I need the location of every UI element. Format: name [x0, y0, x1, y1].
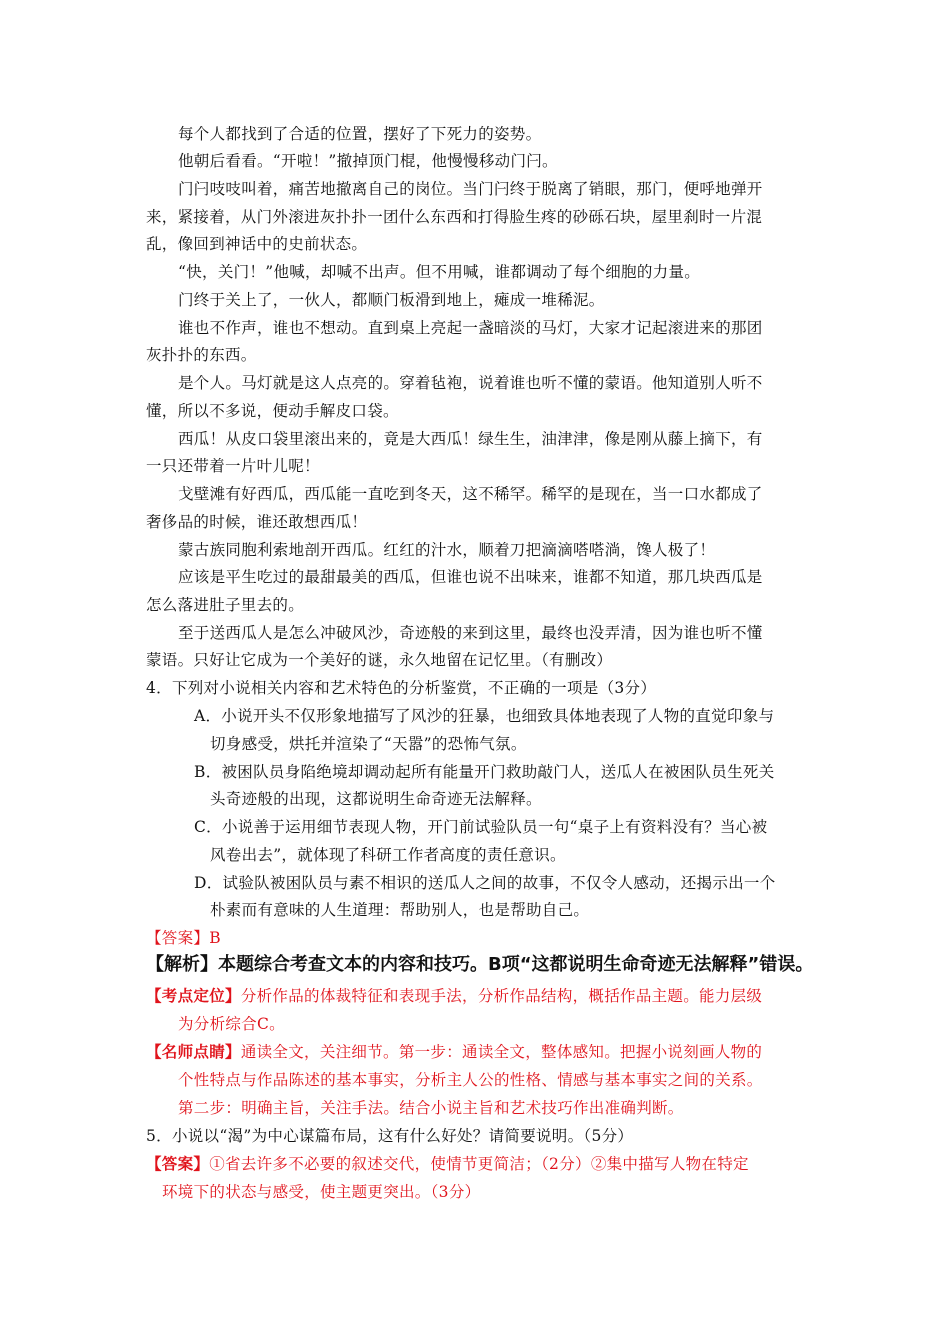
question-5-answer-line-1 — [146, 1154, 749, 1174]
story-paragraph-11-line-2: 怎么落进肚子里去的。 — [146, 596, 305, 614]
story-paragraph-12-line-1: 至于送西瓜人是怎么冲破风沙，奇迹般的来到这里，最终也没弄清，因为谁也听不懂 — [178, 624, 763, 642]
question-4-mingshi-line-2: 个性特点与作品陈述的基本事实，分析主人公的性格、情感与基本事实之间的关系。 — [178, 1071, 763, 1089]
question-4-kaodian-line-2: 为分析综合C。 — [178, 1015, 285, 1033]
story-paragraph-9-line-2: 奢侈品的时候，谁还敢想西瓜！ — [146, 513, 368, 531]
story-paragraph-12-line-2: 蒙语。只好让它成为一个美好的谜，永久地留在记忆里。（有删改） — [146, 651, 613, 669]
story-paragraph-10: 蒙古族同胞利索地剖开西瓜。红红的汁水，顺着刀把滴滴嗒嗒淌，馋人极了！ — [178, 541, 716, 559]
question-4-mingshi-line-1 — [146, 1042, 762, 1062]
question-5-answer-line-2: 环境下的状态与感受，使主题更突出。（3分） — [162, 1183, 481, 1201]
question-4-option-b-line-1: B．被困队员身陷绝境却调动起所有能量开门救助敲门人，送瓜人在被困队员生死关 — [194, 763, 775, 781]
question-4-option-b-line-2: 头奇迹般的出现，这都说明生命奇迹无法解释。 — [210, 790, 542, 808]
story-paragraph-7-line-2: 懂，所以不多说，便动手解皮口袋。 — [146, 402, 399, 420]
question-4-option-a-line-1: A．小说开头不仅形象地描写了风沙的狂暴，也细致具体地表现了人物的直觉印象与 — [194, 707, 775, 725]
question-4-option-d-line-2: 朴素而有意味的人生道理：帮助别人，也是帮助自己。 — [210, 901, 590, 919]
question-4-answer: 【答案】B — [146, 929, 221, 947]
question-4-stem: 4．下列对小说相关内容和艺术特色的分析鉴赏，不正确的一项是（3分） — [146, 679, 657, 697]
story-paragraph-5: 门终于关上了，一伙人，都顺门板滑到地上，瘫成一堆稀泥。 — [178, 291, 605, 309]
question-4-option-a-line-2: 切身感受，烘托并渲染了“天嚣”的恐怖气氛。 — [210, 735, 527, 753]
story-paragraph-6-line-1: 谁也不作声，谁也不想动。直到桌上亮起一盏暗淡的马灯，大家才记起滚进来的那团 — [178, 319, 763, 337]
question-5-stem: 5．小说以“渴”为中心谋篇布局，这有什么好处？请简要说明。（5分） — [146, 1127, 634, 1145]
story-paragraph-3-line-2: 来，紧接着，从门外滚进灰扑扑一团什么东西和打得脸生疼的砂砾石块，屋里刹时一片混 — [146, 208, 763, 226]
question-4-option-c-line-2: 风卷出去”，就体现了科研工作者高度的责任意识。 — [210, 846, 566, 864]
story-paragraph-2: 他朝后看看。“开啦！”撤掉顶门棍，他慢慢移动门闩。 — [178, 152, 558, 170]
question-4-mingshi-line-3: 第二步：明确主旨，关注手法。结合小说主旨和艺术技巧作出准确判断。 — [178, 1099, 684, 1117]
story-paragraph-11-line-1: 应该是平生吃过的最甜最美的西瓜，但谁也说不出味来，谁都不知道，那几块西瓜是 — [178, 568, 763, 586]
story-paragraph-6-line-2: 灰扑扑的东西。 — [146, 346, 257, 364]
story-paragraph-8-line-1: 西瓜！从皮口袋里滚出来的，竟是大西瓜！绿生生，油津津，像是刚从藤上摘下，有 — [178, 430, 763, 448]
story-paragraph-1: 每个人都找到了合适的位置，摆好了下死力的姿势。 — [178, 125, 542, 143]
story-paragraph-3-line-3: 乱，像回到神话中的史前状态。 — [146, 235, 368, 253]
mingshi-tag: 【名师点睛】 — [146, 1042, 241, 1061]
story-paragraph-8-line-2: 一只还带着一片叶儿呢！ — [146, 457, 320, 475]
mingshi-text: 通读全文，关注细节。第一步：通读全文，整体感知。把握小说刻画人物的 — [240, 1043, 763, 1061]
question-4-option-d-line-1: D．试验队被困队员与素不相识的送瓜人之间的故事，不仅令人感动，还揭示出一个 — [194, 874, 776, 892]
question-4-analysis: 【解析】本题综合考查文本的内容和技巧。B项“这都说明生命奇迹无法解释”错误。 — [146, 954, 814, 975]
question-4-option-c-line-1: C．小说善于运用细节表现人物，开门前试验队员一句“桌子上有资料没有？当心被 — [194, 818, 768, 836]
story-paragraph-4: “快，关门！”他喊，却喊不出声。但不用喊，谁都调动了每个细胞的力量。 — [178, 263, 701, 281]
answer-text: ①省去许多不必要的叙述交代，使情节更简洁；（2分）②集中描写人物在特定 — [209, 1155, 749, 1173]
answer-tag: 【答案】 — [146, 1154, 210, 1173]
story-paragraph-9-line-1: 戈壁滩有好西瓜，西瓜能一直吃到冬天，这不稀罕。稀罕的是现在，当一口水都成了 — [178, 485, 763, 503]
kaodian-tag: 【考点定位】 — [146, 986, 241, 1005]
story-paragraph-7-line-1: 是个人。马灯就是这人点亮的。穿着毡袍，说着谁也听不懂的蒙语。他知道别人听不 — [178, 374, 763, 392]
question-4-kaodian-line-1 — [146, 986, 762, 1006]
kaodian-text: 分析作品的体裁特征和表现手法，分析作品结构，概括作品主题。能力层级 — [240, 987, 763, 1005]
story-paragraph-3-line-1: 门闩吱吱叫着，痛苦地撤离自己的岗位。当门闩终于脱离了销眼，那门，便呼地弹开 — [178, 180, 763, 198]
